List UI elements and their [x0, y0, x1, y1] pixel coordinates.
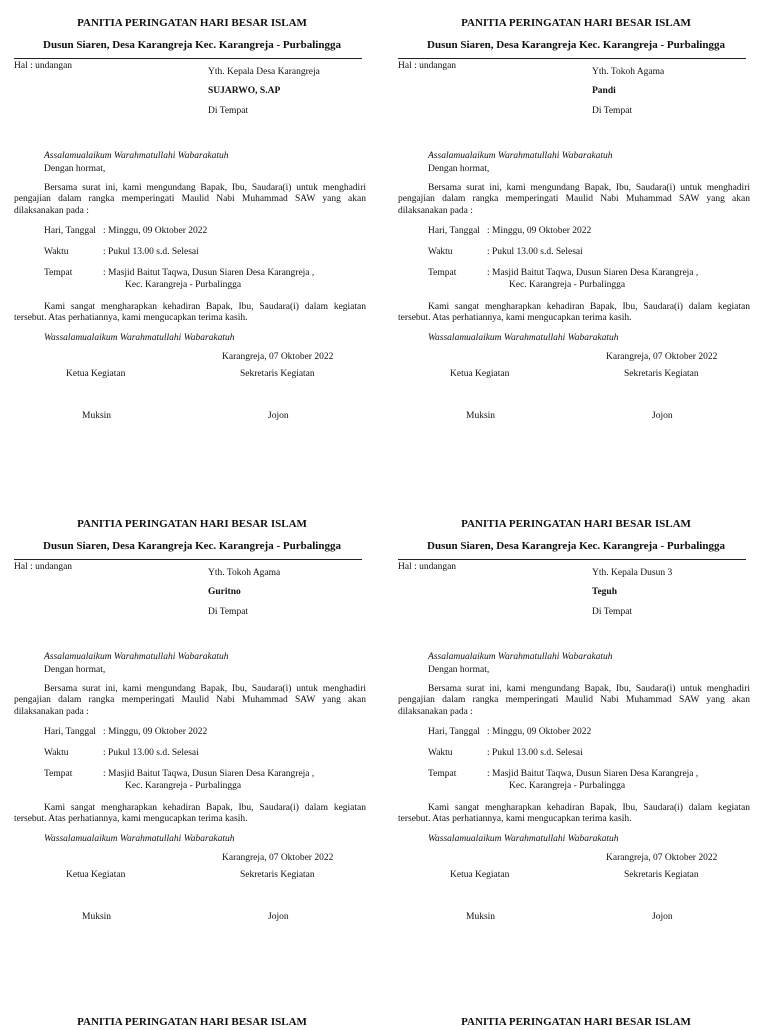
- recipient-place: Di Tempat: [592, 607, 633, 617]
- invitation-letter-4: [384, 501, 768, 1001]
- recipient-title: Yth. Tokoh Agama: [592, 67, 665, 77]
- letter-heading: PANITIA PERINGATAN HARI BESAR ISLAM: [77, 17, 307, 29]
- venue-value: : Masjid Baitut Taqwa, Dusun Siaren Desa Karangreja ,: [487, 769, 699, 779]
- role-secretary: Sekretaris Kegiatan: [624, 369, 699, 379]
- respect-line: Dengan hormat,: [44, 164, 106, 174]
- date-value: : Minggu, 09 Oktober 2022: [103, 727, 208, 737]
- venue-label: Tempat: [428, 268, 457, 278]
- subject-line: Hal : undangan: [14, 562, 73, 572]
- date-value: : Minggu, 09 Oktober 2022: [487, 727, 592, 737]
- date-label: Hari, Tanggal: [44, 727, 96, 737]
- sign-date: Karangreja, 07 Oktober 2022: [222, 352, 334, 362]
- role-secretary: Sekretaris Kegiatan: [240, 369, 315, 379]
- signatory-chair: Muksin: [82, 912, 112, 922]
- letter-subheading: Dusun Siaren, Desa Karangreja Kec. Karangreja - Purbalingga: [427, 39, 725, 51]
- cut-heading-left: PANITIA PERINGATAN HARI BESAR ISLAM: [77, 1016, 307, 1028]
- invitation-letter-1: [0, 0, 384, 500]
- closing-greeting: Wassalamualaikum Warahmatullahi Wabarakatuh: [44, 834, 235, 844]
- venue-label: Tempat: [44, 769, 73, 779]
- recipient-title: Yth. Tokoh Agama: [208, 568, 281, 578]
- venue-label: Tempat: [44, 268, 73, 278]
- subject-line: Hal : undangan: [14, 61, 73, 71]
- role-chair: Ketua Kegiatan: [450, 369, 510, 379]
- time-label: Waktu: [44, 748, 69, 758]
- recipient-name: SUJARWO, S.AP: [208, 86, 281, 96]
- date-value: : Minggu, 09 Oktober 2022: [487, 226, 592, 236]
- recipient-place: Di Tempat: [208, 106, 249, 116]
- sign-date: Karangreja, 07 Oktober 2022: [606, 853, 718, 863]
- invitation-letter-3: [0, 501, 384, 1001]
- venue-value-2: Kec. Karangreja - Purbalingga: [509, 280, 626, 290]
- role-chair: Ketua Kegiatan: [450, 870, 510, 880]
- time-label: Waktu: [44, 247, 69, 257]
- closing-paragraph: Kami sangat mengharapkan kehadiran Bapak, Ibu, Saudara(i) dalam kegiatan tersebut. Atas perhatiannya, kami mengucapkan terima kasih.: [398, 302, 750, 324]
- venue-label: Tempat: [428, 769, 457, 779]
- cut-heading-right: PANITIA PERINGATAN HARI BESAR ISLAM: [461, 1016, 691, 1028]
- closing-greeting: Wassalamualaikum Warahmatullahi Wabarakatuh: [44, 333, 235, 343]
- opening-greeting: Assalamualaikum Warahmatullahi Wabarakatuh: [428, 652, 613, 662]
- signatory-chair: Muksin: [466, 912, 496, 922]
- header-divider: [398, 559, 746, 560]
- sign-date: Karangreja, 07 Oktober 2022: [222, 853, 334, 863]
- venue-value: : Masjid Baitut Taqwa, Dusun Siaren Desa Karangreja ,: [103, 769, 315, 779]
- signatory-chair: Muksin: [466, 411, 496, 421]
- letter-subheading: Dusun Siaren, Desa Karangreja Kec. Karangreja - Purbalingga: [43, 540, 341, 552]
- recipient-place: Di Tempat: [592, 106, 633, 116]
- letter-heading: PANITIA PERINGATAN HARI BESAR ISLAM: [461, 518, 691, 530]
- role-chair: Ketua Kegiatan: [66, 369, 126, 379]
- recipient-title: Yth. Kepala Desa Karangreja: [208, 67, 320, 77]
- opening-greeting: Assalamualaikum Warahmatullahi Wabarakatuh: [44, 151, 229, 161]
- subject-line: Hal : undangan: [398, 61, 457, 71]
- letter-subheading: Dusun Siaren, Desa Karangreja Kec. Karangreja - Purbalingga: [43, 39, 341, 51]
- date-label: Hari, Tanggal: [44, 226, 96, 236]
- signatory-secretary: Jojon: [268, 411, 289, 421]
- intro-paragraph: Bersama surat ini, kami mengundang Bapak, Ibu, Saudara(i) untuk menghadiri pengajian dalam rangka memperingati Maulid Nabi Muhammad SAW yang akan dilaksanakan pada :: [14, 183, 366, 216]
- closing-paragraph: Kami sangat mengharapkan kehadiran Bapak, Ibu, Saudara(i) dalam kegiatan tersebut. Atas perhatiannya, kami mengucapkan terima kasih.: [14, 803, 366, 825]
- intro-paragraph: Bersama surat ini, kami mengundang Bapak, Ibu, Saudara(i) untuk menghadiri pengajian dalam rangka memperingati Maulid Nabi Muhammad SAW yang akan dilaksanakan pada :: [14, 684, 366, 717]
- venue-value: : Masjid Baitut Taqwa, Dusun Siaren Desa Karangreja ,: [487, 268, 699, 278]
- letter-subheading: Dusun Siaren, Desa Karangreja Kec. Karangreja - Purbalingga: [427, 540, 725, 552]
- time-value: : Pukul 13.00 s.d. Selesai: [487, 247, 583, 257]
- venue-value-2: Kec. Karangreja - Purbalingga: [125, 781, 242, 791]
- recipient-name: Teguh: [592, 587, 617, 597]
- signatory-chair: Muksin: [82, 411, 112, 421]
- subject-line: Hal : undangan: [398, 562, 457, 572]
- time-value: : Pukul 13.00 s.d. Selesai: [487, 748, 583, 758]
- time-label: Waktu: [428, 247, 453, 257]
- next-row-cut: [0, 1016, 768, 1030]
- time-value: : Pukul 13.00 s.d. Selesai: [103, 748, 199, 758]
- role-chair: Ketua Kegiatan: [66, 870, 126, 880]
- time-label: Waktu: [428, 748, 453, 758]
- signatory-secretary: Jojon: [652, 912, 673, 922]
- invitation-letter-2: [384, 0, 768, 500]
- intro-paragraph: Bersama surat ini, kami mengundang Bapak, Ibu, Saudara(i) untuk menghadiri pengajian dalam rangka memperingati Maulid Nabi Muhammad SAW yang akan dilaksanakan pada :: [398, 684, 750, 717]
- recipient-place: Di Tempat: [208, 607, 249, 617]
- venue-value-2: Kec. Karangreja - Purbalingga: [125, 280, 242, 290]
- date-label: Hari, Tanggal: [428, 727, 480, 737]
- respect-line: Dengan hormat,: [428, 164, 490, 174]
- closing-greeting: Wassalamualaikum Warahmatullahi Wabarakatuh: [428, 333, 619, 343]
- header-divider: [14, 58, 362, 59]
- respect-line: Dengan hormat,: [44, 665, 106, 675]
- letter-heading: PANITIA PERINGATAN HARI BESAR ISLAM: [77, 518, 307, 530]
- letter-heading: PANITIA PERINGATAN HARI BESAR ISLAM: [461, 17, 691, 29]
- opening-greeting: Assalamualaikum Warahmatullahi Wabarakatuh: [44, 652, 229, 662]
- opening-greeting: Assalamualaikum Warahmatullahi Wabarakatuh: [428, 151, 613, 161]
- signatory-secretary: Jojon: [652, 411, 673, 421]
- header-divider: [14, 559, 362, 560]
- role-secretary: Sekretaris Kegiatan: [240, 870, 315, 880]
- recipient-name: Guritno: [208, 587, 241, 597]
- sign-date: Karangreja, 07 Oktober 2022: [606, 352, 718, 362]
- venue-value: : Masjid Baitut Taqwa, Dusun Siaren Desa Karangreja ,: [103, 268, 315, 278]
- date-value: : Minggu, 09 Oktober 2022: [103, 226, 208, 236]
- role-secretary: Sekretaris Kegiatan: [624, 870, 699, 880]
- header-divider: [398, 58, 746, 59]
- recipient-name: Pandi: [592, 86, 616, 96]
- closing-greeting: Wassalamualaikum Warahmatullahi Wabarakatuh: [428, 834, 619, 844]
- date-label: Hari, Tanggal: [428, 226, 480, 236]
- signatory-secretary: Jojon: [268, 912, 289, 922]
- time-value: : Pukul 13.00 s.d. Selesai: [103, 247, 199, 257]
- recipient-title: Yth. Kepala Dusun 3: [592, 568, 673, 578]
- respect-line: Dengan hormat,: [428, 665, 490, 675]
- intro-paragraph: Bersama surat ini, kami mengundang Bapak, Ibu, Saudara(i) untuk menghadiri pengajian dalam rangka memperingati Maulid Nabi Muhammad SAW yang akan dilaksanakan pada :: [398, 183, 750, 216]
- closing-paragraph: Kami sangat mengharapkan kehadiran Bapak, Ibu, Saudara(i) dalam kegiatan tersebut. Atas perhatiannya, kami mengucapkan terima kasih.: [398, 803, 750, 825]
- venue-value-2: Kec. Karangreja - Purbalingga: [509, 781, 626, 791]
- closing-paragraph: Kami sangat mengharapkan kehadiran Bapak, Ibu, Saudara(i) dalam kegiatan tersebut. Atas perhatiannya, kami mengucapkan terima kasih.: [14, 302, 366, 324]
